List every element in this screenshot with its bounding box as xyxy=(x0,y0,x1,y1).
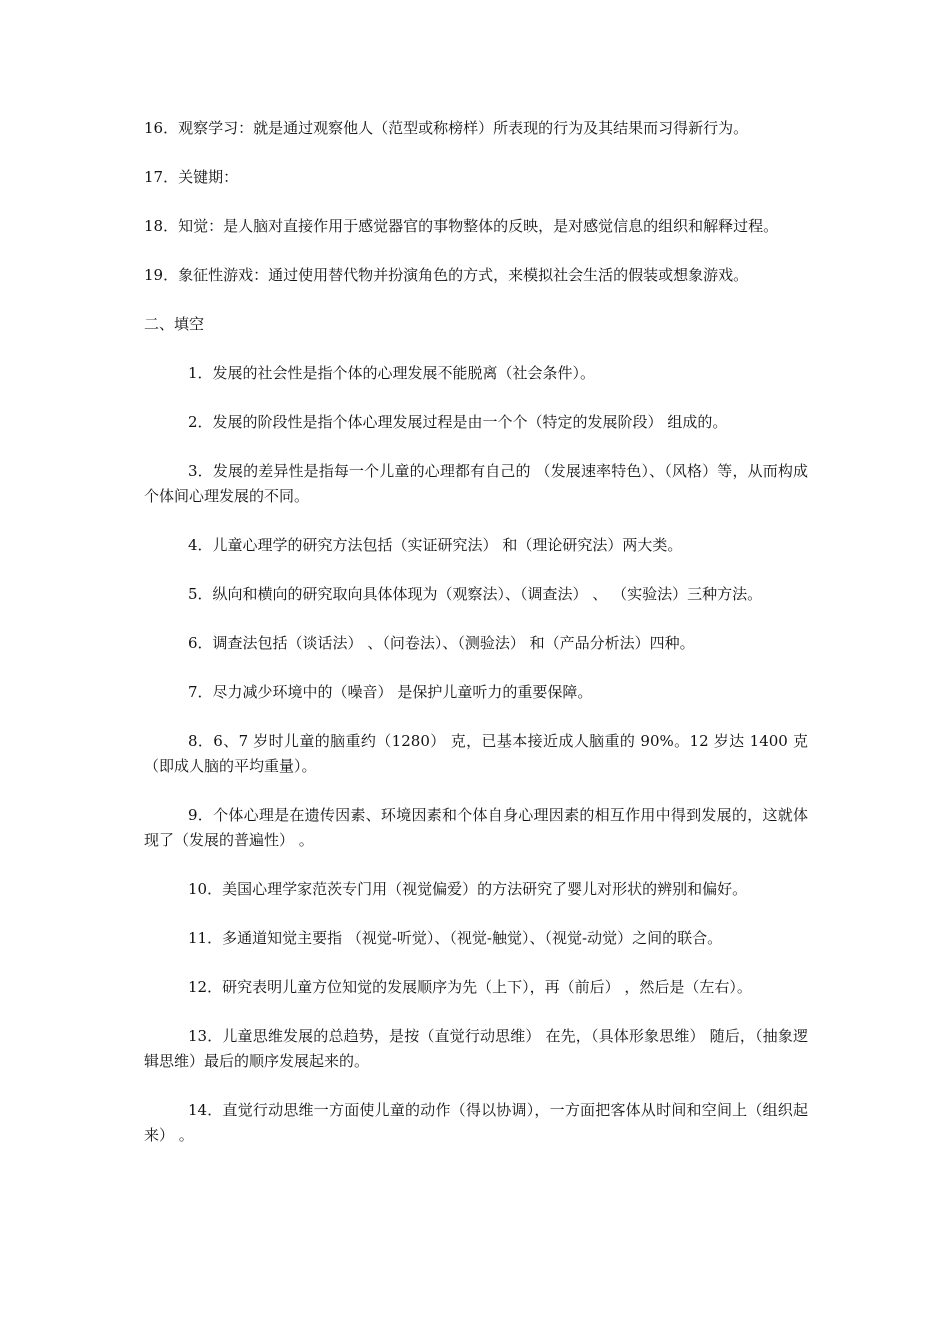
fill-blank-3: 3．发展的差异性是指每一个儿童的心理都有自己的 （发展速率特色）、（风格）等，从而构成个体间心理发展的不同。 xyxy=(144,462,808,505)
definition-18: 18．知觉：是人脑对直接作用于感觉器官的事物整体的反映，是对感觉信息的组织和解释过程。 xyxy=(144,217,779,235)
definition-16: 16．观察学习：就是通过观察他人（范型或称榜样）所表现的行为及其结果而习得新行为。 xyxy=(144,119,749,137)
fill-blank-10: 10．美国心理学家范茨专门用（视觉偏爱）的方法研究了婴儿对形状的辨别和偏好。 xyxy=(188,880,748,898)
fill-blank-12: 12．研究表明儿童方位知觉的发展顺序为先（上下），再（前后） ，然后是（左右）。 xyxy=(188,978,752,996)
fill-blank-1: 1．发展的社会性是指个体的心理发展不能脱离（社会条件）。 xyxy=(188,364,596,382)
document-page xyxy=(144,116,808,1148)
fill-blank-13: 13．儿童思维发展的总趋势，是按（直觉行动思维） 在先，（具体形象思维） 随后，（抽象逻辑思维）最后的顺序发展起来的。 xyxy=(144,1027,808,1070)
fill-blank-2: 2．发展的阶段性是指个体心理发展过程是由一个个（特定的发展阶段） 组成的。 xyxy=(188,413,728,431)
fill-blank-9: 9．个体心理是在遗传因素、环境因素和个体自身心理因素的相互作用中得到发展的，这就体现了（发展的普遍性） 。 xyxy=(144,806,808,849)
fill-blank-5: 5．纵向和横向的研究取向具体体现为（观察法）、（调查法） 、 （实验法）三种方法。 xyxy=(188,585,763,603)
definition-17: 17．关键期： xyxy=(144,168,239,186)
fill-blank-6: 6．调查法包括（谈话法） 、（问卷法）、（测验法） 和（产品分析法）四种。 xyxy=(188,634,695,652)
definition-19: 19．象征性游戏：通过使用替代物并扮演角色的方式，来模拟社会生活的假装或想象游戏。 xyxy=(144,266,749,284)
fill-blank-4: 4．儿童心理学的研究方法包括（实证研究法） 和（理论研究法）两大类。 xyxy=(188,536,683,554)
fill-blank-11: 11．多通道知觉主要指 （视觉-听觉）、（视觉-触觉）、（视觉-动觉）之间的联合。 xyxy=(188,929,723,947)
fill-blank-7: 7．尽力减少环境中的（噪音） 是保护儿童听力的重要保障。 xyxy=(188,683,593,701)
fill-blank-14: 14．直觉行动思维一方面使儿童的动作（得以协调），一方面把客体从时间和空间上（组织起来） 。 xyxy=(144,1101,808,1144)
section-heading: 二、填空 xyxy=(144,315,205,333)
fill-blank-8: 8．6、7 岁时儿童的脑重约（1280） 克，已基本接近成人脑重的 90%。12 岁达 1400 克（即成人脑的平均重量）。 xyxy=(144,732,808,775)
